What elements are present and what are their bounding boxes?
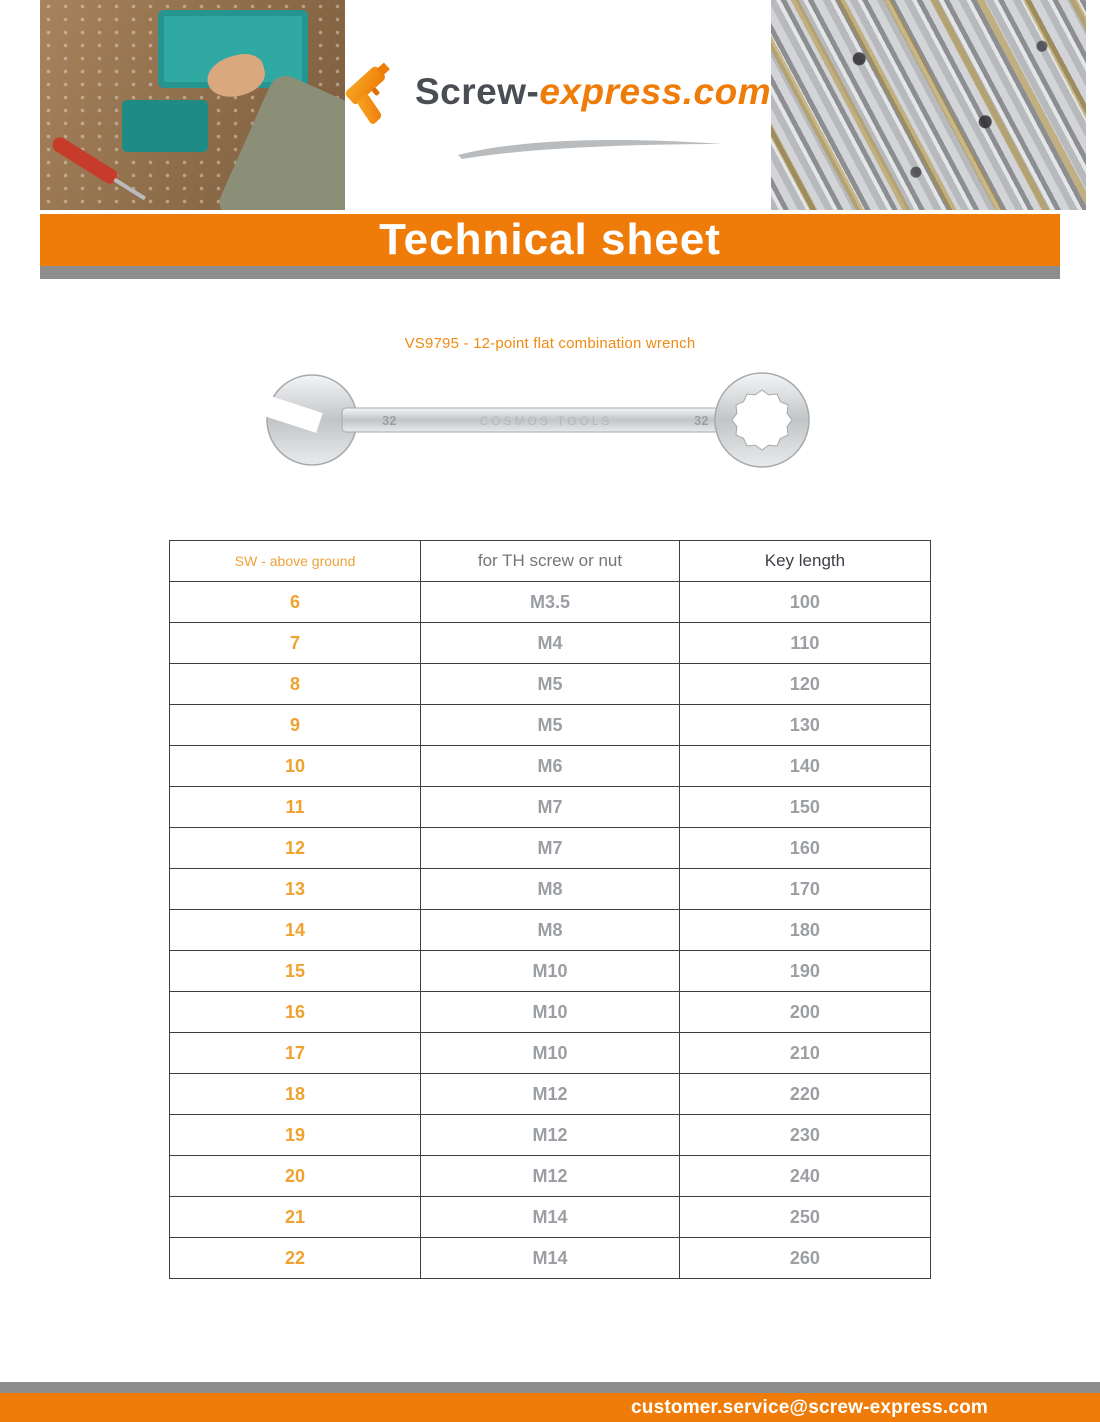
screw-cell: M5 — [421, 705, 680, 746]
screw-cell: M10 — [421, 992, 680, 1033]
table-row — [170, 1074, 931, 1115]
screws-photo — [771, 0, 1086, 210]
key-length-cell: 180 — [679, 910, 930, 951]
header — [40, 0, 1060, 210]
screw-cell: M7 — [421, 787, 680, 828]
table-row — [170, 664, 931, 705]
table-row — [170, 828, 931, 869]
key-length-cell: 200 — [679, 992, 930, 1033]
column-header-key-length: Key length — [679, 541, 930, 582]
wrench-illustration — [250, 362, 850, 476]
column-header-sw: SW - above ground — [170, 541, 421, 582]
spec-table-body — [170, 582, 931, 1279]
sw-cell: 17 — [170, 1033, 421, 1074]
key-length-cell: 110 — [679, 623, 930, 664]
product-title: VS9795 - 12-point flat combination wrench — [404, 335, 696, 352]
wrench-image — [0, 362, 1100, 476]
content — [0, 279, 1100, 1382]
table-row — [170, 705, 931, 746]
screw-cell: M8 — [421, 869, 680, 910]
sw-cell: 19 — [170, 1115, 421, 1156]
footer — [0, 1382, 1100, 1422]
banner-gray-strip — [40, 266, 1060, 279]
logo-swoosh — [456, 135, 724, 164]
column-header-screw: for TH screw or nut — [421, 541, 680, 582]
screw-cell: M6 — [421, 746, 680, 787]
key-length-cell: 210 — [679, 1033, 930, 1074]
table-row — [170, 910, 931, 951]
key-length-cell: 140 — [679, 746, 930, 787]
sw-cell: 22 — [170, 1238, 421, 1279]
wrench-size-marking-left: 32 — [382, 413, 397, 428]
table-row — [170, 1115, 931, 1156]
technical-sheet-banner — [40, 214, 1060, 266]
table-row — [170, 1156, 931, 1197]
wrench-size-marking-right: 32 — [694, 413, 709, 428]
key-length-cell: 220 — [679, 1074, 930, 1115]
sw-cell: 12 — [170, 828, 421, 869]
key-length-cell: 130 — [679, 705, 930, 746]
table-row — [170, 1033, 931, 1074]
screw-cell: M8 — [421, 910, 680, 951]
footer-gray-strip — [0, 1382, 1100, 1393]
key-length-cell: 250 — [679, 1197, 930, 1238]
screw-cell: M12 — [421, 1115, 680, 1156]
table-row — [170, 1197, 931, 1238]
screw-cell: M12 — [421, 1074, 680, 1115]
table-row — [170, 582, 931, 623]
sw-cell: 6 — [170, 582, 421, 623]
table-row — [170, 746, 931, 787]
screw-cell: M14 — [421, 1197, 680, 1238]
table-header-row — [170, 541, 931, 582]
logo-prefix: Screw- — [415, 70, 540, 112]
sw-cell: 8 — [170, 664, 421, 705]
logo-suffix: express.com — [539, 70, 772, 112]
screw-cell: M10 — [421, 951, 680, 992]
screw-cell: M10 — [421, 1033, 680, 1074]
table-row — [170, 869, 931, 910]
table-row — [170, 1238, 931, 1279]
key-length-cell: 120 — [679, 664, 930, 705]
sw-cell: 14 — [170, 910, 421, 951]
screw-cell: M7 — [421, 828, 680, 869]
banner-title: Technical sheet — [379, 215, 721, 264]
sw-cell: 7 — [170, 623, 421, 664]
table-row — [170, 951, 931, 992]
wrench-brand-marking: COSMOS TOOLS — [479, 414, 613, 428]
key-length-cell: 230 — [679, 1115, 930, 1156]
screw-cell: M3.5 — [421, 582, 680, 623]
footer-email[interactable]: customer.service@screw-express.com — [631, 1396, 988, 1418]
footer-bar — [0, 1393, 1100, 1422]
screw-cell: M4 — [421, 623, 680, 664]
screw-cell: M14 — [421, 1238, 680, 1279]
sw-cell: 15 — [170, 951, 421, 992]
drill-icon — [345, 52, 403, 131]
sw-cell: 16 — [170, 992, 421, 1033]
workbench-photo — [40, 0, 345, 210]
screw-tray-decoration — [122, 100, 208, 152]
screw-cell: M12 — [421, 1156, 680, 1197]
key-length-cell: 190 — [679, 951, 930, 992]
key-length-cell: 260 — [679, 1238, 930, 1279]
spec-table — [169, 540, 931, 1279]
sw-cell: 20 — [170, 1156, 421, 1197]
table-row — [170, 623, 931, 664]
sw-cell: 18 — [170, 1074, 421, 1115]
table-row — [170, 992, 931, 1033]
key-length-cell: 100 — [679, 582, 930, 623]
key-length-cell: 170 — [679, 869, 930, 910]
table-row — [170, 787, 931, 828]
sw-cell: 13 — [170, 869, 421, 910]
logo — [345, 0, 771, 210]
key-length-cell: 160 — [679, 828, 930, 869]
sw-cell: 9 — [170, 705, 421, 746]
logo-text — [415, 71, 771, 113]
sw-cell: 10 — [170, 746, 421, 787]
sw-cell: 11 — [170, 787, 421, 828]
key-length-cell: 240 — [679, 1156, 930, 1197]
screw-cell: M5 — [421, 664, 680, 705]
sw-cell: 21 — [170, 1197, 421, 1238]
key-length-cell: 150 — [679, 787, 930, 828]
